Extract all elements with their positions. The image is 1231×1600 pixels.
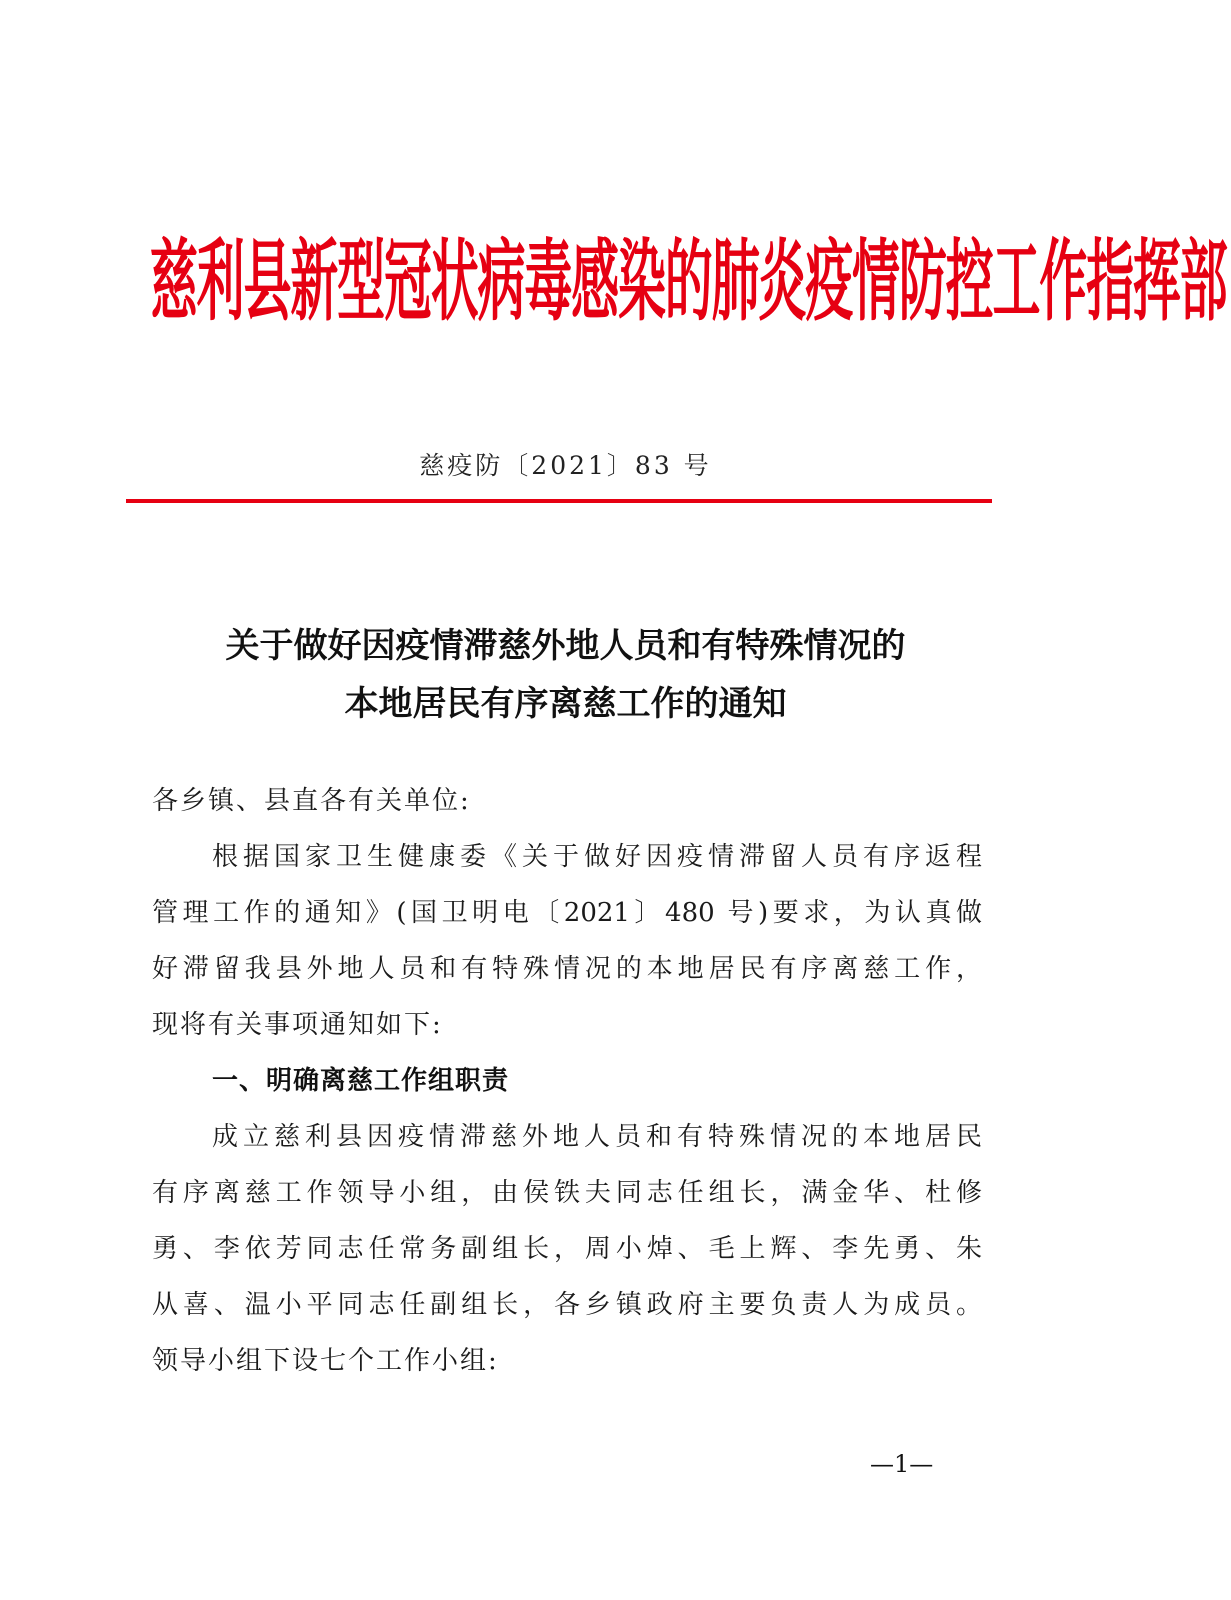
page-number: —1— bbox=[870, 1450, 934, 1478]
paragraph-line: 根据国家卫生健康委《关于做好因疫情滞留人员有序返程 bbox=[212, 842, 982, 872]
letterhead bbox=[150, 230, 1227, 348]
paragraph-line: 有序离慈工作领导小组，由侯铁夫同志任组长，满金华、杜修 bbox=[152, 1178, 982, 1208]
section-heading: 一、明确离慈工作组职责 bbox=[212, 1066, 510, 1096]
paragraph-line: 现将有关事项通知如下: bbox=[152, 1010, 443, 1040]
salutation: 各乡镇、县直各有关单位: bbox=[152, 786, 471, 816]
paragraph-line: 管理工作的通知》(国卫明电〔2021〕480 号)要求，为认真做 bbox=[152, 898, 982, 928]
document-title-line-2: 本地居民有序离慈工作的通知 bbox=[344, 684, 787, 724]
paragraph-line: 领导小组下设七个工作小组: bbox=[152, 1346, 499, 1376]
document-title-line-1: 关于做好因疫情滞慈外地人员和有特殊情况的 bbox=[225, 626, 906, 666]
letterhead-org-name: 慈利县新型冠状病毒感染的肺炎疫情防控工作指挥部 bbox=[150, 230, 1227, 335]
paragraph-line: 成立慈利县因疫情滞慈外地人员和有特殊情况的本地居民 bbox=[212, 1122, 982, 1152]
paragraph-line: 从喜、温小平同志任副组长，各乡镇政府主要负责人为成员。 bbox=[152, 1290, 982, 1320]
red-separator-line bbox=[126, 499, 992, 503]
paragraph-line: 勇、李依芳同志任常务副组长，周小焯、毛上辉、李先勇、朱 bbox=[152, 1234, 982, 1264]
document-number: 慈疫防〔2021〕83 号 bbox=[419, 451, 712, 480]
paragraph-line: 好滞留我县外地人员和有特殊情况的本地居民有序离慈工作， bbox=[152, 954, 982, 984]
